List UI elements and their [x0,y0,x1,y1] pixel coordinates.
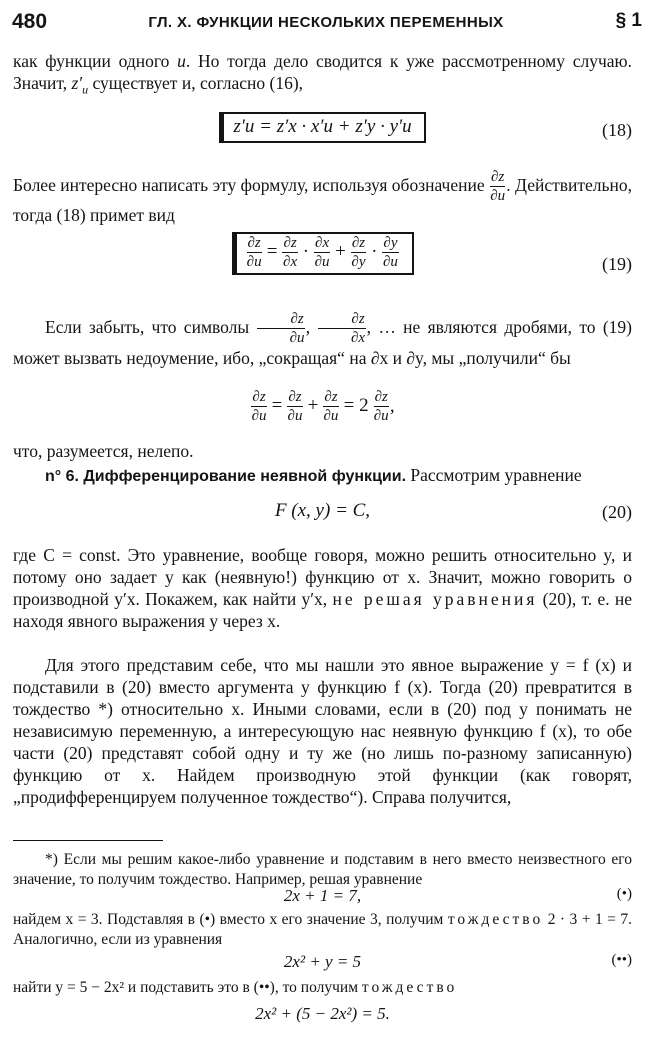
equation-number-18: (18) [602,120,632,140]
boxed-formula-19: $\frac{\partial z}{\partial u}$ = $\frac{\partial z}{\partial x}$ · $\frac{\partial x}{\partial u}$ + $\frac{\partial z}{\partial y}$ · $\frac{\partial y}{\partial u}$ [232,232,414,275]
paragraph-6: где C = const. Это уравнение, вообще говоря, можно решить относительно y, и потому оно задает y как (неявную!) функцию от x. Значит, можно говорить о производной y′x. Покажем, как найти y′x, не решая уравнения (20), т. е. не находя явного выражения y через x. [13,545,632,631]
footnote-equation-2: 2x² + y = 5 (••) [283,952,632,971]
equation-18 [13,112,632,152]
equation-cancel: $\frac{\partial z}{\partial u}$ = $\frac{\partial z}{\partial u}$ + $\frac{\partial z}{\partial u}$ = 2 $\frac{\partial z}{\partial u}$ , [251,389,395,424]
subsection-heading: n° 6. Дифференцирование неявной функции. [45,468,407,485]
footnote-text-3: найти y = 5 − 2x² и подставить это в (••), то получим тождество [13,979,458,996]
paragraph-2: Более интересно написать эту формулу, используя обозначение $\frac{\partial z}{\partial u}$ . Действительно, тогда (18) примет вид [13,169,632,225]
page-number: 480 [12,10,48,33]
footnote-divider [13,840,163,841]
running-title: ГЛ. X. ФУНКЦИИ НЕСКОЛЬКИХ ПЕРЕМЕННЫХ [148,14,504,31]
equation-number-20: (20) [602,502,632,522]
paragraph-3: Если забыть, что символы $\frac{\partial z}{\partial u}$ , $\frac{\partial z}{\partial x}$ , … не являются дробями, то (19) может вызвать недоумение, ибо, „сокращая“ на ∂x и ∂y, мы „получили“ бы [13,311,632,368]
boxed-formula-18: z′u = z′x · x′u + z′y · y′u [219,112,425,143]
equation-number-19: (19) [602,254,632,274]
footnote-equation-3: 2x² + (5 − 2x²) = 5. [255,1004,390,1023]
section-mark: § 1 [615,10,642,31]
equation-19 [13,232,632,292]
paragraph-7: Для этого представим себе, что мы нашли это явное выражение y = f (x) и подставили в (20) вместо аргумента y функцию f (x). Тогда (20) превратится в тождество *) относительно x. Иными словами, если в (20) под y понимать не независимую переменную, а интересующую нас неявную функцию f (x), то обе части (20) представят собой одну и ту же (но лишь по-разному записанную) функцию от x. Найдем производную этой функции (как говорят, „продифференцируем полученное тождество“). Справа получится, [13,655,632,807]
paragraph-1: как функции одного u. Но тогда дело сводится к уже рассмотренному случаю. Значит, $z'_u$ существует и, согласно (16), [13,51,632,97]
footnote-equation-1: 2x + 1 = 7, (•) [283,886,632,905]
fraction-dz-du: $\frac{\partial z}{\partial u}$ [490,169,506,204]
footnote-text-1: *) Если мы решим какое-либо уравнение и подставим в него вместо неизвестного его значение, то получим тождество. Например, решая уравнение [13,851,632,888]
paragraph-4: что, разумеется, нелепо. [13,441,194,461]
page-header [10,8,642,36]
paragraph-5: n° 6. Дифференцирование неявной функции. Рассмотрим уравнение [45,465,582,485]
equation-20: F (x, y) = C, (20) [274,500,632,522]
footnote-text-2: найдем x = 3. Подставляя в (•) вместо x его значение 3, получим тождество 2 · 3 + 1 = 7. Аналогично, если из уравнения [13,911,632,948]
